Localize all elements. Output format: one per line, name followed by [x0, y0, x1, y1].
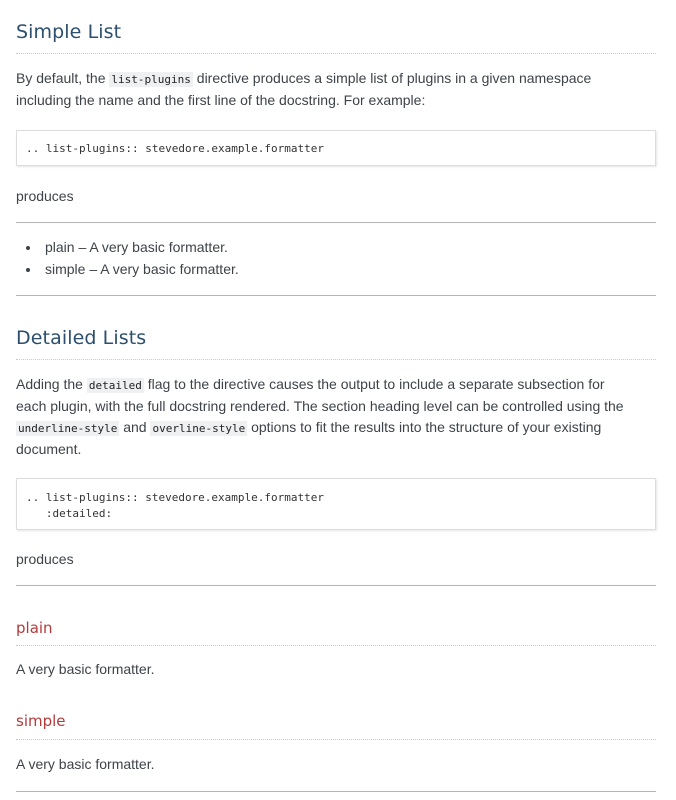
heading-underline: [16, 359, 656, 360]
code-line: .. list-plugins:: stevedore.example.formatter: [26, 142, 325, 155]
plugin-desc: A very basic formatter.: [89, 239, 228, 255]
subsection-desc: A very basic formatter.: [16, 756, 155, 772]
code-line: .. list-plugins:: stevedore.example.formatter: [26, 491, 325, 504]
plugin-desc: A very basic formatter.: [100, 261, 239, 277]
subheading-underline: [16, 739, 656, 740]
output-rule-bottom: [16, 295, 656, 296]
output-rule-top: [16, 222, 656, 223]
dash-separator: –: [85, 261, 101, 277]
produces-label: produces: [16, 551, 74, 567]
inline-code: list-plugins: [111, 73, 191, 86]
subsection-heading-plain: plain: [16, 619, 53, 637]
subheading-underline: [16, 645, 656, 646]
para-text: options to fit the results into the structure of your existing: [247, 419, 602, 435]
list-item: [41, 236, 661, 258]
code-line: :detailed:: [26, 507, 113, 520]
plugin-name: plain: [45, 239, 75, 255]
produces-label: produces: [16, 188, 74, 204]
inline-code: detailed: [88, 379, 142, 392]
para-text: document.: [16, 441, 82, 457]
inline-code: overline-style: [152, 422, 246, 435]
list-item: [41, 258, 661, 280]
para-text: flag to the directive causes the output to include a separate subsection for: [143, 376, 605, 392]
para-text: each plugin, with the full docstring rendered. The section heading level can be controlled using the: [16, 398, 624, 414]
para-text: By default, the: [16, 70, 110, 86]
plugin-list: [16, 236, 661, 280]
detailed-lists-paragraph: [16, 374, 671, 460]
simple-list-heading: Simple List: [16, 21, 122, 43]
para-text: including the name and the first line of the docstring. For example:: [16, 92, 426, 108]
output-rule-bottom: [16, 791, 656, 792]
dash-separator: –: [74, 239, 90, 255]
detailed-lists-heading: Detailed Lists: [16, 327, 147, 349]
code-block: [16, 130, 656, 166]
simple-list-paragraph: [16, 68, 666, 111]
subsection-heading-simple: simple: [16, 712, 66, 730]
inline-code: underline-style: [18, 422, 118, 435]
para-text: Adding the: [16, 376, 87, 392]
output-rule-top: [16, 585, 656, 586]
code-block: [16, 478, 656, 530]
plugin-name: simple: [45, 261, 86, 277]
para-text: and: [119, 419, 151, 435]
para-text: directive produces a simple list of plugins in a given namespace: [192, 70, 592, 86]
subsection-desc: A very basic formatter.: [16, 661, 155, 677]
heading-underline: [16, 53, 656, 54]
